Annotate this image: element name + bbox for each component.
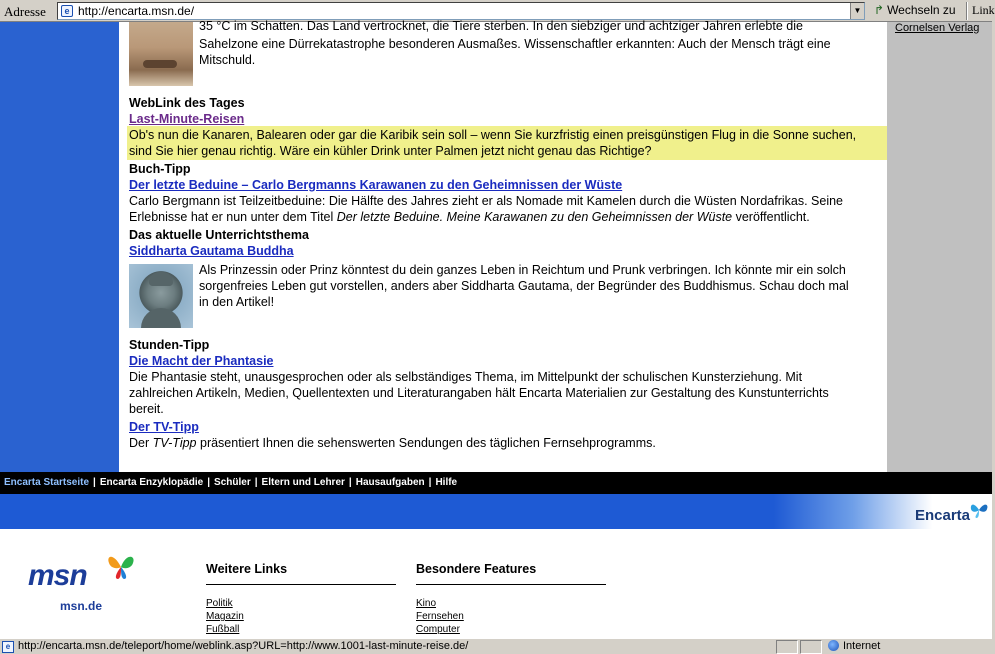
weitere-links-column [206,562,396,636]
buch-line-2-pre: Erlebnisse hat er nun unter dem Titel [129,210,337,224]
column-rule [416,584,606,585]
ie-page-icon: e [61,5,73,17]
buddha-image[interactable] [129,264,193,328]
cornelsen-link[interactable]: Cornelsen Verlag [895,22,980,34]
nav-separator: | [348,477,352,488]
go-arrow-icon: ↱ [874,3,885,17]
toolbar-separator [966,2,968,20]
globe-icon [828,640,839,651]
status-bar [0,638,992,654]
intro-line-2: Sahelzone eine Dürrekatastrophe besonderen Ausmaßes. Wissenschaftler erkannten: Auch der Mensch trägt eine [199,37,831,51]
stunden-line-3: bereit. [129,402,164,416]
encarta-nav-bar [0,472,992,494]
security-zone [828,640,880,652]
footer-link-politik[interactable]: Politik [206,598,233,609]
buch-link[interactable]: Der letzte Beduine – Carlo Bergmanns Karawanen zu den Geheimnissen der Wüste [129,178,623,192]
stunden-link[interactable]: Die Macht der Phantasie [129,354,274,368]
buch-line-2 [129,209,810,225]
nav-separator: | [207,477,211,488]
status-message: http://encarta.msn.de/teleport/home/weblink.asp?URL=http://www.1001-last-minute-reise.de/ [18,640,469,652]
tv-italic: TV-Tipp [152,436,197,450]
footer-link-kino[interactable]: Kino [416,598,437,609]
links-toolbar-button[interactable]: Link [972,3,995,17]
unterricht-heading: Das aktuelle Unterrichtsthema [129,228,309,242]
nav-separator: | [428,477,432,488]
status-page-icon: e [2,641,14,653]
encarta-logo[interactable]: Encarta [914,507,970,524]
status-cell [800,640,822,654]
weblink-line-2: sind Sie hier genau richtig. Wäre ein kühler Drink unter Palmen jetzt nicht genau das Richtige? [129,144,652,158]
footer-link-fernsehen[interactable]: Fernsehen [416,611,464,622]
column-rule [206,584,396,585]
sahel-desert-image[interactable] [129,22,193,86]
msn-butterfly-icon [104,551,138,581]
buch-heading: Buch-Tipp [129,162,191,176]
main-content [119,19,887,472]
weitere-links-heading: Weitere Links [206,562,288,576]
weblink-line-1: Ob's nun die Kanaren, Balearen oder gar die Karibik sein soll – wenn Sie kurzfristig einen preisgünstigen Flug in die Sonne suchen, [129,128,857,142]
tv-line-post: präsentiert Ihnen die sehenswerten Sendungen des täglichen Fernsehprogramms. [196,436,656,450]
msn-logo[interactable] [28,559,103,613]
besondere-features-column [416,562,606,636]
nav-separator: | [93,477,96,488]
weblink-link[interactable]: Last-Minute-Reisen [129,112,245,126]
msn-logo-word: msn [28,559,87,592]
status-cell [776,640,798,654]
intro-line-3: Mitschuld. [199,53,256,67]
nav-encarta-enzyklopaedie[interactable]: Encarta Enzyklopädie [99,477,204,488]
nav-schueler[interactable]: Schüler [214,477,251,488]
left-blue-bar [0,22,119,472]
go-button-label: Wechseln zu [887,3,956,17]
footer-link-computer[interactable]: Computer [416,624,460,635]
tv-line [129,435,656,451]
stunden-line-1: Die Phantasie steht, unausgesprochen oder als selbständiges Thema, im Mittelpunkt der schulischen Kunsterziehung. Mit [129,370,803,384]
go-button[interactable] [874,3,956,17]
msn-de-label: msn.de [60,599,103,613]
right-sidebar [887,22,992,472]
weblink-heading: WebLink des Tages [129,96,245,110]
footer-link-magazin[interactable]: Magazin [206,611,244,622]
address-label: Adresse [4,4,46,19]
address-url[interactable]: http://encarta.msn.de/ [78,4,195,18]
page-viewport [0,19,992,638]
nav-encarta-startseite[interactable]: Encarta Startseite [4,477,90,488]
unterricht-link[interactable]: Siddharta Gautama Buddha [129,244,294,258]
buch-line-2-post: veröffentlicht. [732,210,810,224]
nav-hausaufgaben[interactable]: Hausaufgaben [355,477,425,488]
encarta-banner [0,494,992,529]
tv-line-pre: Der [129,436,153,450]
unterricht-line-1: Als Prinzessin oder Prinz könntest du dein ganzes Leben in Reichtum und Prunk verbringen. Ich könnte mir ein solch [199,263,846,277]
stunden-heading: Stunden-Tipp [129,338,210,352]
intro-line-1: 35 °C im Schatten. Das Land vertrocknet, die Tiere sterben. In den siebziger und achtziger Jahren erlebte die [199,19,803,33]
buch-line-1: Carlo Bergmann ist Teilzeitbeduine: Die Hälfte des Jahres zieht er als Nomade mit Kamelen durch die Wüsten Nordafrikas. Seine [129,194,844,208]
buch-title-italic: Der letzte Beduine. Meine Karawanen zu den Geheimnissen der Wüste [336,210,733,224]
tv-link[interactable]: Der TV-Tipp [129,420,199,434]
msn-footer [0,529,992,638]
nav-eltern-lehrer[interactable]: Eltern und Lehrer [261,477,345,488]
nav-separator: | [254,477,258,488]
encarta-butterfly-icon [968,500,990,520]
unterricht-line-2: sorgenfreies Leben gut vorstellen, anders aber Siddharta Gautama, der Begründer des Buddhismus. Schau doch mal [199,279,849,293]
address-dropdown-icon[interactable]: ▼ [850,3,864,19]
stunden-line-2: zahlreichen Artikeln, Medien, Quellentexten und Literaturangaben hält Encarta Materialien zur Gestaltung des Kunstunterrichts [129,386,829,400]
nav-hilfe[interactable]: Hilfe [435,477,458,488]
besondere-features-heading: Besondere Features [416,562,537,576]
unterricht-line-3: in den Artikel! [199,295,275,309]
zone-label: Internet [843,640,881,652]
footer-link-fussball[interactable]: Fußball [206,624,240,635]
